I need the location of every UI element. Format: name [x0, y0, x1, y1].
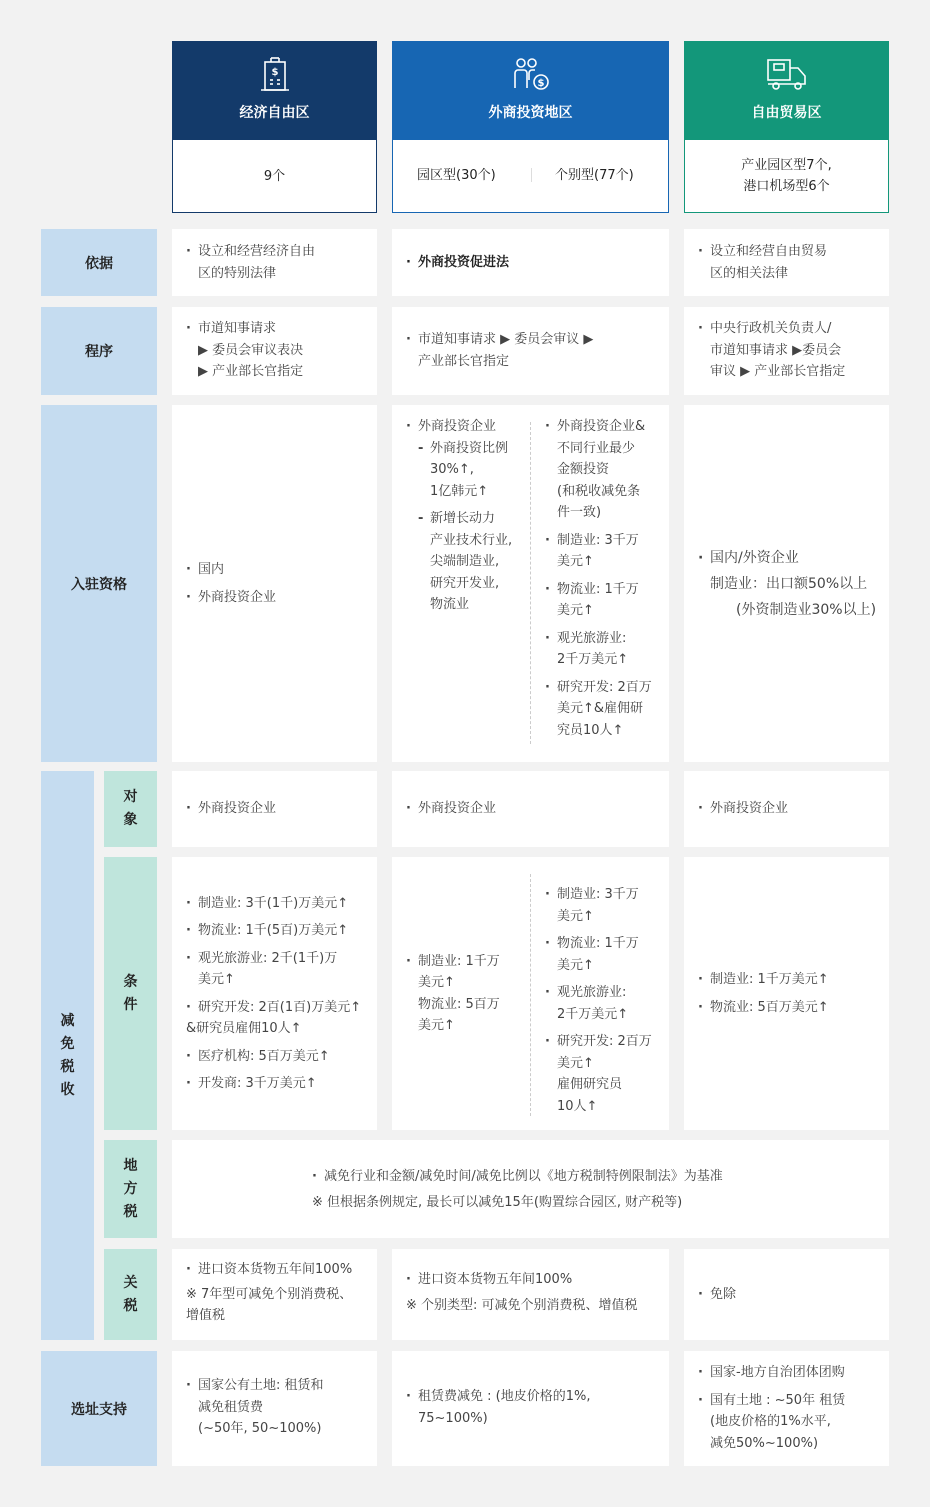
sub-label-condition [104, 857, 157, 1130]
target-fiz [392, 771, 669, 847]
ftz-count-line: 产业园区型7个, [741, 158, 832, 173]
line: 美元↑ [557, 908, 594, 924]
line: 研究开发: 2百(1百)万美元↑ [198, 999, 362, 1015]
list-item [545, 1031, 665, 1117]
line: 外商投资企业 [198, 801, 277, 817]
eligibility-sez [172, 405, 377, 762]
ftz-count-line: 港口机场型6个 [743, 179, 830, 194]
line: 制造业: 3千万 [557, 532, 639, 548]
condition-ftz [684, 857, 889, 1130]
char: 象 [123, 812, 138, 828]
line: 减免50%~100%) [710, 1435, 819, 1451]
line: 物流业: 1千万 [557, 581, 639, 597]
header-fiz [392, 41, 669, 140]
list-item [186, 587, 276, 609]
row-label-eligibility [41, 405, 157, 762]
divider [531, 168, 532, 182]
line: 10人↑ [557, 1098, 598, 1114]
people-money-icon [511, 56, 551, 92]
fiz-count [392, 140, 669, 213]
list-item [698, 1284, 736, 1306]
list-item [698, 969, 829, 991]
line: 美元↑&雇佣研 [557, 701, 644, 716]
local-tax [172, 1140, 889, 1238]
line: 租赁费减免 : (地皮价格的1%, [418, 1389, 591, 1404]
list-item [698, 1362, 889, 1384]
line: 观光旅游业: [557, 985, 627, 1000]
char: 条 [123, 973, 138, 990]
char: 减 [60, 1012, 75, 1029]
list-item [406, 951, 500, 1037]
line: 美元↑ [557, 603, 594, 618]
list-item [186, 1073, 361, 1095]
list-item [545, 982, 665, 1025]
line: 尖端制造业, [430, 554, 500, 569]
condition-sez [172, 857, 377, 1130]
line: 区的相关法律 [710, 265, 789, 281]
basis-sez [172, 229, 377, 296]
line: 区的特别法律 [198, 265, 277, 281]
line: 外商投资企业& [557, 419, 646, 434]
line: 设立和经营经济自由 [198, 244, 316, 259]
list-item [545, 628, 665, 671]
site-ftz [684, 1351, 889, 1466]
line: (~50年, 50~100%) [198, 1421, 322, 1436]
char: 地 [123, 1157, 138, 1174]
line: 2千万美元↑ [557, 1006, 629, 1022]
line: 医疗机构: 5百万美元↑ [198, 1048, 330, 1064]
local-line-2: ※ 但根据条例规定, 最长可以减免15年(购置综合园区, 财产税等) [312, 1195, 683, 1210]
line: 制造业：出口额50%以上 [710, 575, 868, 592]
line: 美元↑ [557, 957, 594, 973]
line: 增值税 [186, 1308, 226, 1323]
line: 制造业: 1千万 [418, 953, 500, 969]
line: ▶ 委员会审议表决 [198, 342, 304, 358]
customs-sez [172, 1249, 377, 1340]
row-label-procedure [41, 307, 157, 395]
header-sez [172, 41, 377, 140]
list-item [545, 530, 665, 573]
header-ftz [684, 41, 889, 140]
line: 物流业: 1千万 [557, 936, 639, 951]
line: 审议 ▶ 产业部长官指定 [710, 364, 846, 379]
line: 30%↑, [430, 462, 474, 477]
label-text [60, 1010, 76, 1102]
list-item [186, 1046, 361, 1068]
list-item [698, 798, 788, 820]
label-text: 程序 [85, 344, 113, 360]
sez-count-text: 9个 [263, 168, 286, 184]
condition-fiz-a [406, 857, 530, 1130]
line: 研究开发: 2百万 [557, 1034, 652, 1049]
line: ※ 7年型可减免个别消费税、 [186, 1286, 353, 1302]
line: 75~100%) [418, 1410, 488, 1426]
char: 件 [123, 996, 138, 1013]
line: 外商投资促进法 [418, 254, 510, 270]
line: 进口资本货物五年间100% [418, 1272, 573, 1287]
svg-text:$: $ [271, 67, 278, 78]
line: 美元↑ [557, 1055, 594, 1071]
header-title: 外商投资地区 [488, 105, 573, 121]
bullet: · [312, 1169, 317, 1184]
line: 观光旅游业: [557, 630, 627, 646]
line: &研究员雇佣10人↑ [186, 1021, 302, 1036]
line: 究员10人↑ [557, 722, 624, 738]
sub-label-local [104, 1140, 157, 1238]
line: 不同行业最少 [557, 440, 636, 456]
customs-note: ※ 个别类型: 可减免个别消费税、增值税 [406, 1297, 638, 1313]
line: 物流业: 5百万 [418, 996, 500, 1012]
list-item [406, 1386, 669, 1429]
line: (和税收减免条 [557, 483, 641, 499]
list-item [186, 997, 361, 1040]
line: (地皮价格的1%水平, [710, 1414, 831, 1429]
char: 免 [60, 1035, 75, 1052]
sub-label-customs [104, 1249, 157, 1340]
char: 税 [123, 1203, 138, 1220]
row-label-tax [41, 771, 94, 1340]
header-title: 自由贸易区 [751, 105, 822, 121]
line: 物流业: 1千(5百)万美元↑ [198, 923, 349, 938]
line: 金额投资 [557, 462, 610, 477]
char: 税 [123, 1297, 138, 1314]
site-sez [172, 1351, 377, 1466]
eligibility-fiz [392, 405, 669, 762]
list-item [186, 241, 377, 284]
site-fiz [392, 1351, 669, 1466]
line: 研究开发: 2百万 [557, 679, 652, 695]
line: (外资制造业30%以上) [736, 601, 877, 618]
list-item [698, 997, 829, 1019]
label-text [123, 786, 139, 832]
line: 制造业: 3千(1千)万美元↑ [198, 895, 349, 911]
label-text [123, 1272, 139, 1318]
line: 美元↑ [418, 1018, 455, 1033]
condition-fiz [392, 857, 669, 1130]
char: 对 [123, 789, 138, 805]
procedure-ftz [684, 307, 889, 395]
line: 制造业: 1千万美元↑ [710, 972, 829, 987]
line: 国内/外资企业 [710, 549, 799, 566]
line: 1亿韩元↑ [430, 483, 489, 499]
line: 国家公有土地: 租赁和 [198, 1378, 324, 1393]
list-item [186, 559, 276, 581]
line: 设立和经营自由贸易 [710, 244, 828, 259]
local-tax-text [312, 1164, 723, 1216]
list-item [545, 677, 665, 742]
fiz-count-a: 园区型(30个) [417, 168, 496, 183]
line: 美元↑ [557, 554, 594, 569]
list-item [698, 318, 889, 383]
customs-ftz [684, 1249, 889, 1340]
label-text [123, 971, 139, 1017]
line: 国有土地 : ~50年 租赁 [710, 1392, 846, 1408]
list-item [698, 1390, 889, 1455]
list-item [186, 798, 276, 820]
line: 外商投资企业 [418, 419, 497, 434]
line: 件一致) [557, 505, 602, 520]
line: 产业部长官指定 [418, 353, 510, 369]
list-item [186, 1259, 377, 1281]
fiz-count-b: 个别型(77个) [555, 168, 634, 183]
char: 关 [123, 1274, 138, 1291]
eligibility-fiz-a [406, 416, 530, 616]
line: 物流业: 5百万美元↑ [710, 999, 829, 1015]
column-divider [530, 874, 531, 1116]
list-item [406, 1269, 669, 1291]
customs-fiz [392, 1249, 669, 1340]
line: 雇佣研究员 [557, 1077, 623, 1092]
label-text [123, 1155, 139, 1224]
line: 物流业 [430, 597, 470, 612]
line: 减免租赁费 [198, 1399, 264, 1415]
line: 市道知事请求 [198, 321, 277, 336]
header-title: 经济自由区 [239, 105, 310, 121]
list-item [406, 252, 509, 274]
line: 美元↑ [418, 975, 455, 990]
list-item [406, 416, 530, 616]
line: 研究开发业, [430, 575, 500, 591]
target-ftz [684, 771, 889, 847]
line: 新增长动力 [430, 511, 496, 526]
line: 观光旅游业: 2千(1千)万 [198, 950, 338, 966]
char: 税 [60, 1058, 75, 1075]
procedure-sez [172, 307, 377, 395]
truck-icon [766, 56, 808, 92]
local-line-1 [312, 1164, 723, 1190]
line: 减免行业和金额/减免时间/减免比例以《地方税制特例限制法》为基准 [324, 1169, 723, 1184]
char: 收 [60, 1081, 75, 1098]
sub-item [418, 508, 530, 616]
line: 进口资本货物五年间100% [198, 1262, 353, 1277]
line: 外商投资企业 [418, 801, 497, 817]
line: 市道知事请求 ▶ 委员会审议 ▶ [418, 332, 594, 347]
row-label-basis [41, 229, 157, 296]
line: 外商投资企业 [710, 801, 789, 817]
line: 免除 [710, 1286, 737, 1302]
list-item [186, 318, 377, 383]
basis-fiz [392, 229, 669, 296]
list-item [186, 948, 361, 991]
row-label-site [41, 1351, 157, 1466]
line: 市道知事请求 ▶委员会 [710, 342, 842, 358]
sub-label-target [104, 771, 157, 847]
char: 方 [123, 1180, 138, 1197]
list-item [545, 884, 665, 927]
line: 美元↑ [198, 972, 235, 987]
line: 国家-地方自治团体团购 [710, 1365, 845, 1380]
line: 国内 [198, 562, 225, 577]
list-item [406, 798, 496, 820]
basis-ftz [684, 229, 889, 296]
svg-text:$: $ [537, 78, 544, 89]
building-icon [260, 56, 290, 92]
line: 外商投资企业 [198, 589, 277, 605]
list-item [545, 933, 665, 976]
customs-note [186, 1284, 377, 1327]
sez-count [172, 140, 377, 213]
label-text: 依据 [85, 255, 113, 272]
procedure-fiz [392, 307, 669, 395]
list-item [186, 893, 361, 915]
line: ▶ 产业部长官指定 [198, 364, 304, 379]
eligibility-fiz-b [545, 416, 665, 741]
label-text: 选址支持 [71, 1401, 127, 1418]
sub-item [418, 438, 530, 503]
list-item [545, 579, 665, 622]
list-item [186, 920, 361, 942]
condition-fiz-b [545, 884, 665, 1117]
line: 制造业: 3千万 [557, 887, 639, 902]
label-text: 入驻资格 [71, 576, 127, 593]
list-item [698, 545, 876, 623]
line: 2千万美元↑ [557, 652, 629, 667]
list-item [186, 1375, 377, 1440]
column-divider [530, 422, 531, 744]
list-item [698, 241, 889, 284]
line: 中央行政机关负责人/ [710, 321, 832, 336]
line: 开发商: 3千万美元↑ [198, 1076, 317, 1091]
line: 产业技术行业, [430, 532, 513, 548]
target-sez [172, 771, 377, 847]
eligibility-ftz [684, 405, 889, 762]
list-item [545, 416, 665, 524]
line: 外商投资比例 [430, 440, 509, 456]
list-item [406, 329, 669, 372]
ftz-count [684, 140, 889, 213]
